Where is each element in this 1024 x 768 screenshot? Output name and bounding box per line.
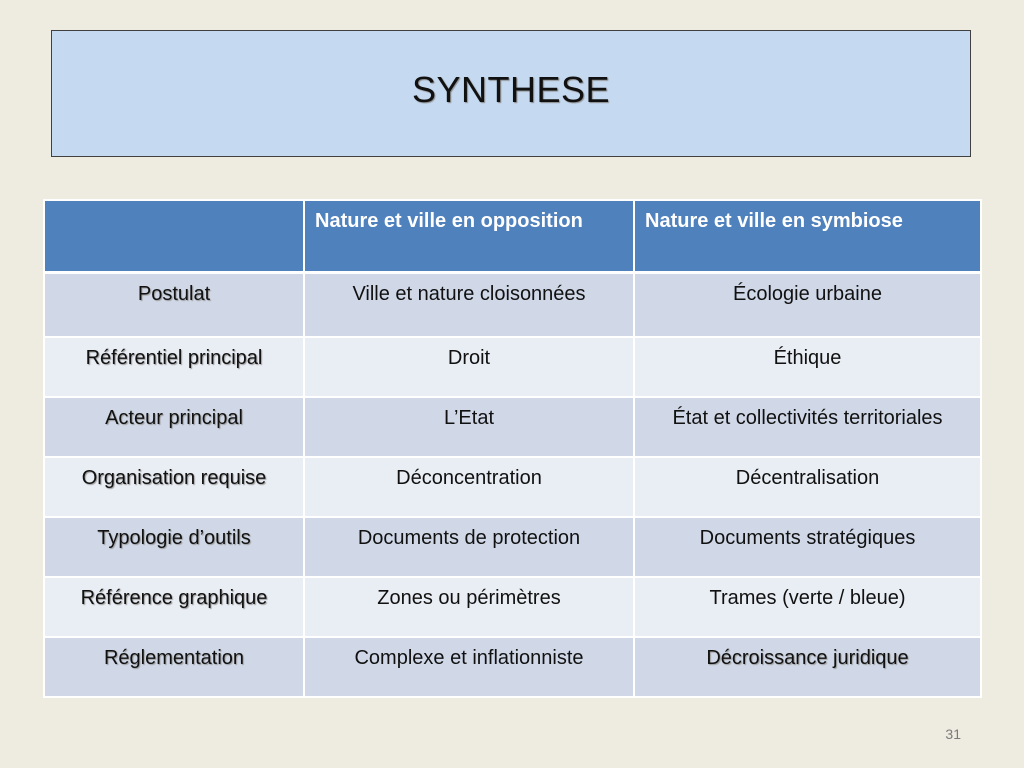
slide-number: 31 — [945, 726, 961, 742]
table-row — [44, 517, 981, 577]
cell-opposition: Complexe et inflationniste — [304, 637, 634, 697]
cell-symbiose: Trames (verte / bleue) — [634, 577, 981, 637]
cell-symbiose: État et collectivités territoriales — [634, 397, 981, 457]
header-cell-empty — [44, 200, 304, 272]
cell-opposition: Ville et nature cloisonnées — [304, 272, 634, 337]
cell-opposition: Zones ou périmètres — [304, 577, 634, 637]
header-cell-symbiose: Nature et ville en symbiose — [634, 200, 981, 272]
table-header-row — [44, 200, 981, 272]
table-row — [44, 457, 981, 517]
slide-title: SYNTHESE — [411, 68, 611, 110]
cell-opposition: Déconcentration — [304, 457, 634, 517]
cell-symbiose: Décroissance juridique — [634, 637, 981, 697]
table-row — [44, 577, 981, 637]
cell-opposition: Documents de protection — [304, 517, 634, 577]
cell-symbiose: Décentralisation — [634, 457, 981, 517]
synthesis-table — [43, 199, 982, 698]
row-label: Référentiel principal — [44, 337, 304, 397]
row-label: Typologie d’outils — [44, 517, 304, 577]
cell-symbiose: Éthique — [634, 337, 981, 397]
table-row — [44, 397, 981, 457]
row-label: Référence graphique — [44, 577, 304, 637]
row-label: Réglementation — [44, 637, 304, 697]
cell-symbiose: Écologie urbaine — [634, 272, 981, 337]
header-cell-opposition: Nature et ville en opposition — [304, 200, 634, 272]
cell-opposition: Droit — [304, 337, 634, 397]
row-label: Postulat — [44, 272, 304, 337]
cell-opposition: L’Etat — [304, 397, 634, 457]
row-label: Acteur principal — [44, 397, 304, 457]
title-box — [51, 30, 971, 157]
table-row — [44, 637, 981, 697]
cell-symbiose: Documents stratégiques — [634, 517, 981, 577]
table-row — [44, 272, 981, 337]
table-row — [44, 337, 981, 397]
row-label: Organisation requise — [44, 457, 304, 517]
